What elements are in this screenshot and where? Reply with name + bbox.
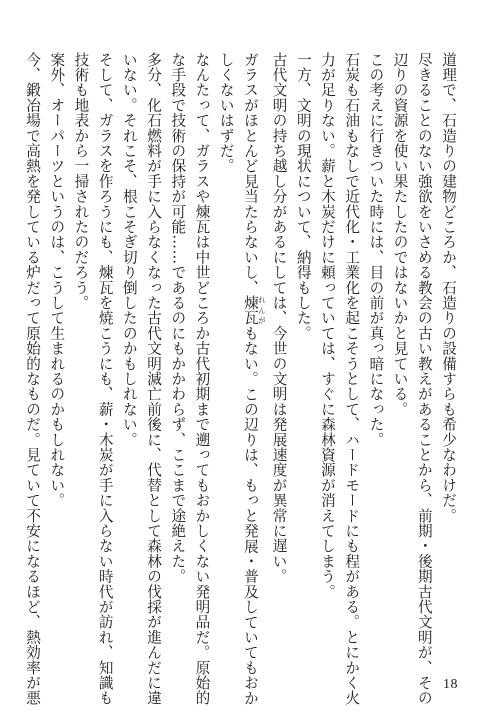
text-line: 今、鍛冶場で高熱を発している炉だって原始的なものだ。見ていて不安になるほど、熱効率が悪 bbox=[24, 52, 42, 706]
ruby-reading: れんが bbox=[257, 295, 267, 326]
text-line: 道理で、石造りの建物どころか、石造りの設備すらも希少なわけだ。 bbox=[440, 52, 457, 524]
text-line: 辺りの資源を使い果たしたのではないかと見ている。 bbox=[391, 52, 409, 417]
text-line: いない。それこそ、根こそぎ切り倒したのかもしれない。 bbox=[120, 52, 138, 448]
text-line: 尽きることのない強欲をいさめる教会の古い教えがあることから、前期・後期古代文明が、その bbox=[415, 52, 433, 706]
text-segment: もない。この辺りは、もっと発展・普及していてもおか bbox=[241, 325, 259, 706]
text-line: 多分、化石燃料が手に入らなくなった古代文明滅亡前後に、代替として森林の伐採が進んだに違 bbox=[145, 52, 163, 706]
text-line: しくないはずだ。 bbox=[217, 52, 235, 174]
text-line: この考えに行きついた時には、目の前が真っ暗になった。 bbox=[367, 52, 385, 448]
ruby-base: 煉瓦 bbox=[241, 295, 259, 326]
text-line: 力が足りない。薪と木炭だけに頼っていては、すぐに森林資源が消えてしまう。 bbox=[318, 52, 336, 600]
text-segment: ガラスがほとんど見当たらないし、 bbox=[241, 52, 259, 296]
text-line: 石炭も石油もなしで近代化・工業化を起こそうとして、ハードモードにも程がある。とにかく火 bbox=[343, 52, 361, 706]
text-line: 一方、文明の現状について、納得もした。 bbox=[294, 52, 312, 341]
ruby-annotation bbox=[241, 295, 267, 326]
text-line: なんたって、ガラスや煉瓦は中世どころか古代初期まで遡ってもおかしくない発明品だ。原始的 bbox=[193, 52, 211, 706]
text-line: な手段で技術の保持が可能……であるのにもかかわらず、ここまで途絶えた。 bbox=[169, 52, 187, 584]
text-line: そして、ガラスを作ろうにも、煉瓦を焼こうにも、薪・木炭が手に入らない時代が訪れ、知識も bbox=[96, 52, 114, 706]
text-line: 技術も地表から一掃されたのだろう。 bbox=[72, 52, 90, 311]
text-line-with-ruby bbox=[238, 52, 267, 706]
text-line: 古代文明の持ち越し分があるにしては、今世の文明は発展速度が異常に遅い。 bbox=[270, 52, 288, 584]
page-number: 18 bbox=[443, 677, 458, 692]
text-line: 案外、オーパーツというのは、こうして生まれるのかもしれない。 bbox=[48, 52, 66, 508]
